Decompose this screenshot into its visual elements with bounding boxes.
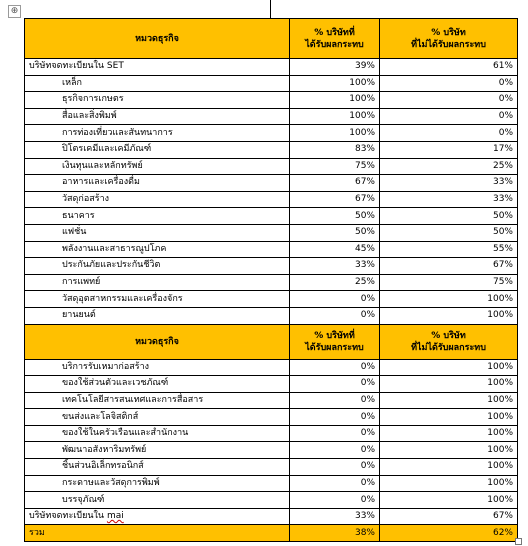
table-row [25, 92, 518, 109]
row-cell-affected: 67% [290, 191, 380, 208]
header-affected [290, 324, 380, 359]
row-cell-unaffected: 50% [380, 224, 518, 241]
total-affected: 38% [290, 525, 380, 542]
row-cell-name: การแพทย์ [25, 274, 290, 291]
row-cell-affected: 83% [290, 141, 380, 158]
row-cell-name: ยานยนต์ [25, 307, 290, 324]
row-cell-affected: 0% [290, 459, 380, 476]
row-cell-affected: 33% [290, 258, 380, 275]
row-cell-affected: 0% [290, 409, 380, 426]
row-cell-affected: 0% [290, 475, 380, 492]
table-row [25, 208, 518, 225]
header-unaffected-line2: ที่ไม่ได้รับผลกระทบ [411, 342, 486, 353]
row-cell-name: ขนส่งและโลจิสติกส์ [25, 409, 290, 426]
row-cell-unaffected: 33% [380, 175, 518, 192]
header-unaffected [380, 19, 518, 59]
header-unaffected-line1: % บริษัท [431, 27, 466, 38]
table-row [25, 307, 518, 324]
table-row [25, 191, 518, 208]
table-row [25, 492, 518, 509]
table-resize-handle[interactable] [515, 538, 522, 545]
table-row [25, 158, 518, 175]
table-row [25, 409, 518, 426]
row-cell-unaffected: 100% [380, 459, 518, 476]
row-cell-unaffected: 33% [380, 191, 518, 208]
row-cell-name: วัสดุก่อสร้าง [25, 191, 290, 208]
row-cell-unaffected: 17% [380, 141, 518, 158]
row-cell-affected: 75% [290, 158, 380, 175]
row-cell-unaffected: 100% [380, 307, 518, 324]
row-cell-unaffected: 0% [380, 125, 518, 142]
row-cell-name: การท่องเที่ยวและสันทนาการ [25, 125, 290, 142]
table-row [25, 241, 518, 258]
set-label: บริษัทจดทะเบียนใน SET [25, 59, 290, 76]
header-affected-line2: ได้รับผลกระทบ [305, 39, 364, 50]
row-cell-unaffected: 50% [380, 208, 518, 225]
row-cell-affected: 0% [290, 425, 380, 442]
row-cell-affected: 50% [290, 224, 380, 241]
mai-label-suffix: mai [106, 511, 124, 522]
row-cell-name: ของใช้ในครัวเรือนและสำนักงาน [25, 425, 290, 442]
row-cell-name: อาหารและเครื่องดื่ม [25, 175, 290, 192]
row-cell-affected: 0% [290, 442, 380, 459]
row-cell-name: บริการรับเหมาก่อสร้าง [25, 359, 290, 376]
row-cell-unaffected: 100% [380, 475, 518, 492]
row-cell-name: สื่อและสิ่งพิมพ์ [25, 108, 290, 125]
mai-label-prefix: บริษัทจดทะเบียนใน [29, 511, 105, 522]
row-cell-unaffected: 0% [380, 108, 518, 125]
row-cell-affected: 0% [290, 359, 380, 376]
row-cell-affected: 45% [290, 241, 380, 258]
row-cell-name: ชิ้นส่วนอิเล็กทรอนิกส์ [25, 459, 290, 476]
row-cell-unaffected: 55% [380, 241, 518, 258]
table-header-row [25, 19, 518, 59]
table-row [25, 75, 518, 92]
header-unaffected-line1: % บริษัท [431, 330, 466, 341]
table-row [25, 224, 518, 241]
impact-table [24, 18, 518, 542]
row-cell-name: บรรจุภัณฑ์ [25, 492, 290, 509]
header-unaffected [380, 324, 518, 359]
row-cell-unaffected: 75% [380, 274, 518, 291]
row-cell-name: พลังงานและสาธารณูปโภค [25, 241, 290, 258]
row-cell-name: ธุรกิจการเกษตร [25, 92, 290, 109]
row-cell-unaffected: 100% [380, 291, 518, 308]
header-affected [290, 19, 380, 59]
text-cursor [270, 0, 271, 18]
table-row [25, 475, 518, 492]
total-unaffected: 62% [380, 525, 518, 542]
total-row [25, 525, 518, 542]
set-unaffected: 61% [380, 59, 518, 76]
row-cell-unaffected: 100% [380, 359, 518, 376]
row-cell-name: กระดาษและวัสดุการพิมพ์ [25, 475, 290, 492]
table-row [25, 425, 518, 442]
header-affected-line2: ได้รับผลกระทบ [305, 342, 364, 353]
row-cell-name: เงินทุนและหลักทรัพย์ [25, 158, 290, 175]
mai-summary-row [25, 508, 518, 525]
row-cell-name: เทคโนโลยีสารสนเทศและการสื่อสาร [25, 392, 290, 409]
table-row [25, 459, 518, 476]
set-affected: 39% [290, 59, 380, 76]
row-cell-name: ประกันภัยและประกันชีวิต [25, 258, 290, 275]
row-cell-unaffected: 100% [380, 392, 518, 409]
row-cell-affected: 25% [290, 274, 380, 291]
row-cell-name: ธนาคาร [25, 208, 290, 225]
row-cell-affected: 0% [290, 492, 380, 509]
row-cell-affected: 100% [290, 75, 380, 92]
set-summary-row [25, 59, 518, 76]
mai-unaffected: 67% [380, 508, 518, 525]
table-header-row-repeat [25, 324, 518, 359]
row-cell-affected: 0% [290, 291, 380, 308]
table-row [25, 258, 518, 275]
row-cell-unaffected: 100% [380, 376, 518, 393]
row-cell-affected: 0% [290, 307, 380, 324]
table-row [25, 442, 518, 459]
row-cell-name: แฟชั่น [25, 224, 290, 241]
table-row [25, 141, 518, 158]
row-cell-name: เหล็ก [25, 75, 290, 92]
table-row [25, 274, 518, 291]
row-cell-unaffected: 0% [380, 75, 518, 92]
row-cell-unaffected: 100% [380, 492, 518, 509]
row-cell-unaffected: 0% [380, 92, 518, 109]
impact-table-body [25, 19, 518, 542]
row-cell-unaffected: 25% [380, 158, 518, 175]
row-cell-affected: 0% [290, 392, 380, 409]
header-category: หมวดธุรกิจ [25, 19, 290, 59]
row-cell-affected: 67% [290, 175, 380, 192]
row-cell-affected: 100% [290, 125, 380, 142]
row-cell-unaffected: 100% [380, 409, 518, 426]
table-move-handle-icon[interactable]: ⊕ [8, 5, 21, 18]
row-cell-name: พัฒนาอสังหาริมทรัพย์ [25, 442, 290, 459]
row-cell-unaffected: 100% [380, 442, 518, 459]
row-cell-unaffected: 67% [380, 258, 518, 275]
header-affected-line1: % บริษัทที่ [314, 330, 355, 341]
row-cell-name: ของใช้ส่วนตัวและเวชภัณฑ์ [25, 376, 290, 393]
table-row [25, 108, 518, 125]
mai-label [25, 508, 290, 525]
table-row [25, 175, 518, 192]
row-cell-unaffected: 100% [380, 425, 518, 442]
row-cell-affected: 100% [290, 108, 380, 125]
table-row [25, 376, 518, 393]
header-unaffected-line2: ที่ไม่ได้รับผลกระทบ [411, 39, 486, 50]
header-affected-line1: % บริษัทที่ [314, 27, 355, 38]
table-row [25, 125, 518, 142]
total-label: รวม [25, 525, 290, 542]
row-cell-affected: 100% [290, 92, 380, 109]
row-cell-affected: 50% [290, 208, 380, 225]
table-row [25, 392, 518, 409]
table-row [25, 359, 518, 376]
row-cell-affected: 0% [290, 376, 380, 393]
table-row [25, 291, 518, 308]
row-cell-name: วัสดุอุตสาหกรรมและเครื่องจักร [25, 291, 290, 308]
mai-affected: 33% [290, 508, 380, 525]
row-cell-name: ปิโตรเคมีและเคมีภัณฑ์ [25, 141, 290, 158]
header-category: หมวดธุรกิจ [25, 324, 290, 359]
